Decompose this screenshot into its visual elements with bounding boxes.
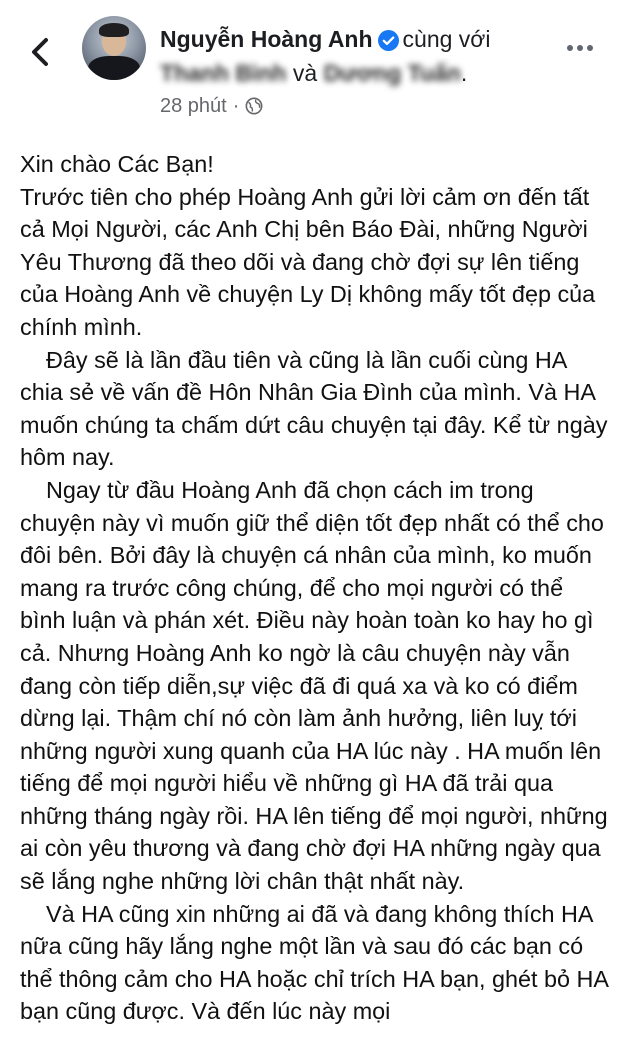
more-dot bbox=[567, 45, 573, 51]
post-paragraph-1: Trước tiên cho phép Hoàng Anh gửi lời cảm ơn đến tất cả Mọi Người, các Anh Chị bên Báo Đài, những Người Yêu Thương đã theo dõi và đang chờ đợi sự lên tiếng của Hoàng Anh về chuyện Ly Dị không mấy tốt đẹp của chính mình. bbox=[20, 183, 596, 340]
post-paragraph-3: Ngay từ đầu Hoàng Anh đã chọn cách im trong chuyện này vì muốn giữ thể diện tốt đẹp nhất có thể cho đôi bên. Bởi đây là chuyện cá nhân của mình, ko muốn mang ra trước công chúng, để cho mọi người có thể bình luận và phán xét. Điều này hoàn toàn ko hay ho gì cả. Nhưng Hoàng Anh ko ngờ là câu chuyện này vẫn đang còn tiếp diễn,sự việc đã đi quá xa và ko có điểm dừng lại. Thậm chí nó còn làm ảnh hưởng, liên luỵ tới những người xung quanh của HA lúc này . HA muốn lên tiếng để mọi người hiểu về những gì HA đã trải qua những tháng ngày rồi. HA lên tiếng để mọi người, những ai còn yêu thương và đang chờ đợi HA những ngày qua sẽ lắng nghe những lời chân thật nhất này. bbox=[20, 476, 608, 895]
more-dot bbox=[577, 45, 583, 51]
author-name[interactable]: Nguyễn Hoàng Anh bbox=[160, 26, 373, 52]
tagged-person-1[interactable]: Thanh Bình bbox=[160, 60, 287, 86]
tagged-end: . bbox=[460, 60, 468, 86]
post-greeting: Xin chào Các Bạn! bbox=[20, 151, 214, 177]
tagged-people bbox=[160, 58, 467, 88]
post-paragraph-4: Và HA cũng xin những ai đã và đang không thích HA nữa cũng hãy lắng nghe một lần và sau đó các bạn có thể thông cảm cho HA hoặc chỉ trích HA bạn, ghét bỏ HA bạn cũng được. Và đến lúc này mọi bbox=[20, 900, 608, 1025]
post-meta bbox=[160, 92, 263, 120]
avatar[interactable] bbox=[82, 16, 146, 80]
and-label: và bbox=[292, 60, 318, 86]
post-paragraph-2: Đây sẽ là lần đầu tiên và cũng là lần cuối cùng HA chia sẻ về vấn đề Hôn Nhân Gia Đình của mình. Và HA muốn chúng ta chấm dứt câu chuyện tại đây. Kể từ ngày hôm nay. bbox=[20, 346, 608, 471]
post-time[interactable]: 28 phút bbox=[160, 95, 227, 117]
post-header bbox=[0, 0, 620, 130]
chevron-left-icon bbox=[29, 37, 51, 67]
globe-icon bbox=[245, 97, 263, 115]
author-line bbox=[160, 24, 550, 58]
more-dot bbox=[587, 45, 593, 51]
tagged-person-2[interactable]: Dương Tuấn bbox=[323, 60, 461, 86]
meta-separator: · bbox=[232, 95, 240, 117]
more-options-button[interactable] bbox=[560, 36, 600, 60]
verified-badge-icon bbox=[378, 28, 399, 58]
back-button[interactable] bbox=[22, 30, 58, 74]
with-label: cùng với bbox=[402, 26, 491, 52]
post-content bbox=[20, 148, 610, 1028]
